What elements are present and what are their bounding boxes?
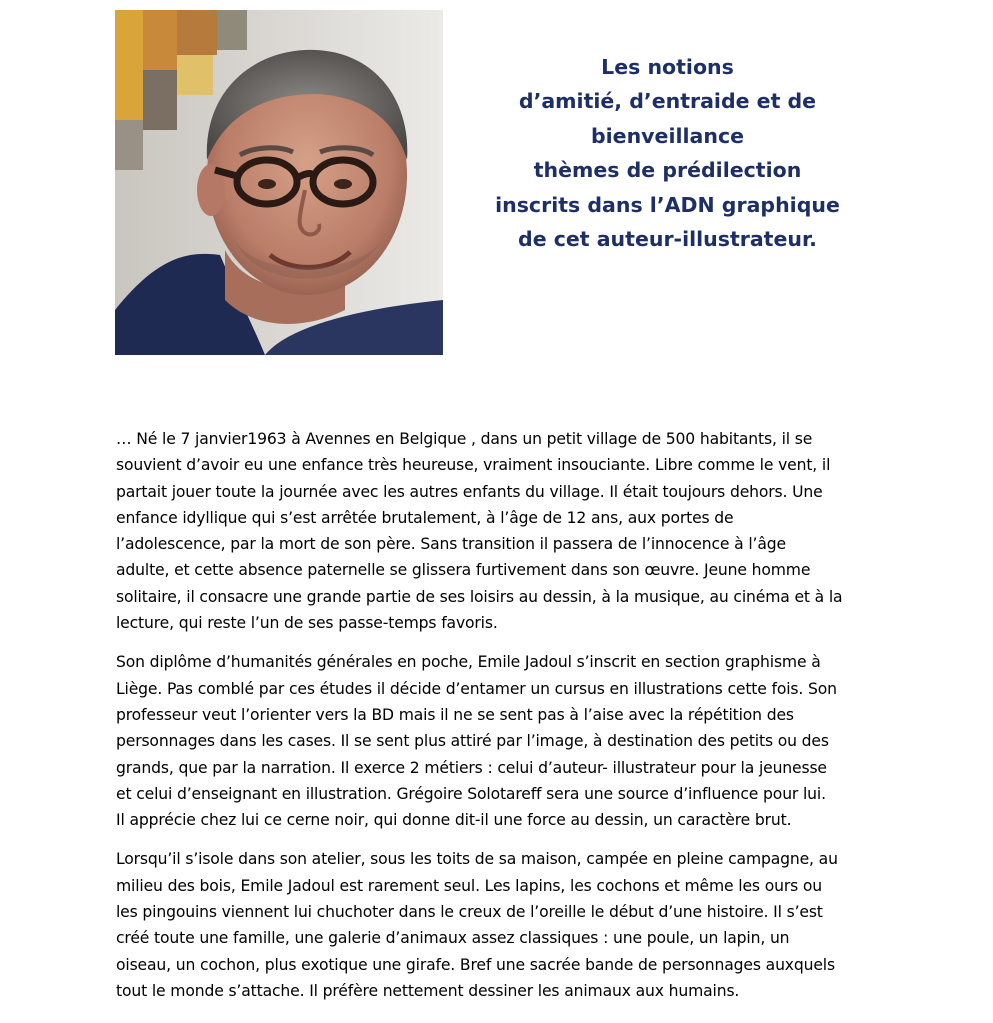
- headline-line: d’amitié, d’entraide et de: [518, 89, 817, 114]
- headline-line: Les notions: [601, 55, 734, 79]
- headline-line: inscrits dans l’ADN graphique: [495, 192, 840, 217]
- text-line: créé toute une famille, une galerie d’animaux assez classiques : une poule, un lapin, un: [116, 929, 790, 948]
- text-line: lecture, qui reste l’un de ses passe-temps favoris.: [116, 614, 498, 633]
- article-body: [116, 426, 881, 1017]
- text-line: professeur veut l’orienter vers la BD mais il ne se sent pas à l’aise avec la répétition des: [116, 705, 794, 724]
- headline-line: de cet auteur-illustrateur.: [518, 227, 817, 252]
- text-line: oiseau, un cochon, plus exotique une girafe. Bref une sacrée bande de personnages auxquels: [116, 955, 835, 974]
- text-line: … Né le 7 janvier1963 à Avennes en Belgique , dans un petit village de 500 habitants, il se: [116, 430, 813, 448]
- text-line: adulte, et cette absence paternelle se glissera furtivement dans son œuvre. Jeune homme: [116, 561, 811, 580]
- paragraph-studies: [116, 649, 881, 833]
- text-line: grands, que par la narration. Il exerce 2 métiers : celui d’auteur- illustrateur pour la jeunesse: [116, 758, 827, 777]
- text-line: solitaire, il consacre une grande partie de ses loisirs au dessin, à la musique, au cinéma et à la: [116, 587, 843, 606]
- text-line: Son diplôme d’humanités générales en poche, Emile Jadoul s’inscrit en section graphisme à: [116, 653, 821, 672]
- portrait-illustration: [115, 10, 443, 355]
- text-line: et celui d’enseignant en illustration. Grégoire Solotareff sera une source d’influence pour lui.: [116, 784, 826, 803]
- text-line: personnages dans les cases. Il se sent plus attiré par l’image, à destination des petits ou des: [116, 732, 829, 751]
- text-line: les pingouins viennent lui chuchoter dans le creux de l’oreille le début d’une histoire. Il s’est: [116, 903, 823, 922]
- headline-line: bienveillance: [590, 123, 745, 148]
- headline-line: thèmes de prédilection: [533, 158, 802, 183]
- paragraph-atelier: [116, 846, 881, 1004]
- text-line: Lorsqu’il s’isole dans son atelier, sous les toits de sa maison, campée en pleine campagne, au: [116, 850, 838, 869]
- text-line: partait jouer toute la journée avec les autres enfants du village. Il était toujours dehors. Une: [116, 482, 823, 501]
- text-line: souvient d’avoir eu une enfance très heureuse, vraiment insouciante. Libre comme le vent, il: [116, 456, 831, 475]
- paragraph-biography: [116, 426, 881, 636]
- text-line: Il apprécie chez lui ce cerne noir, qui donne dit-il une force au dessin, un caractère brut.: [116, 811, 792, 830]
- text-line: milieu des bois, Emile Jadoul est rarement seul. Les lapins, les cochons et même les ours ou: [116, 876, 822, 895]
- text-line: enfance idyllique qui s’est arrêtée brutalement, à l’âge de 12 ans, aux portes de: [116, 508, 734, 527]
- headline: [470, 50, 865, 256]
- text-line: tout le monde s’attache. Il préfère nettement dessiner les animaux aux humains.: [116, 981, 740, 1000]
- text-line: l’adolescence, par la mort de son père. Sans transition il passera de l’innocence à l’âge: [116, 535, 786, 554]
- author-portrait-photo: [115, 10, 443, 355]
- text-line: Liège. Pas comblé par ces études il décide d’entamer un cursus en illustrations cette fois. Son: [116, 679, 837, 698]
